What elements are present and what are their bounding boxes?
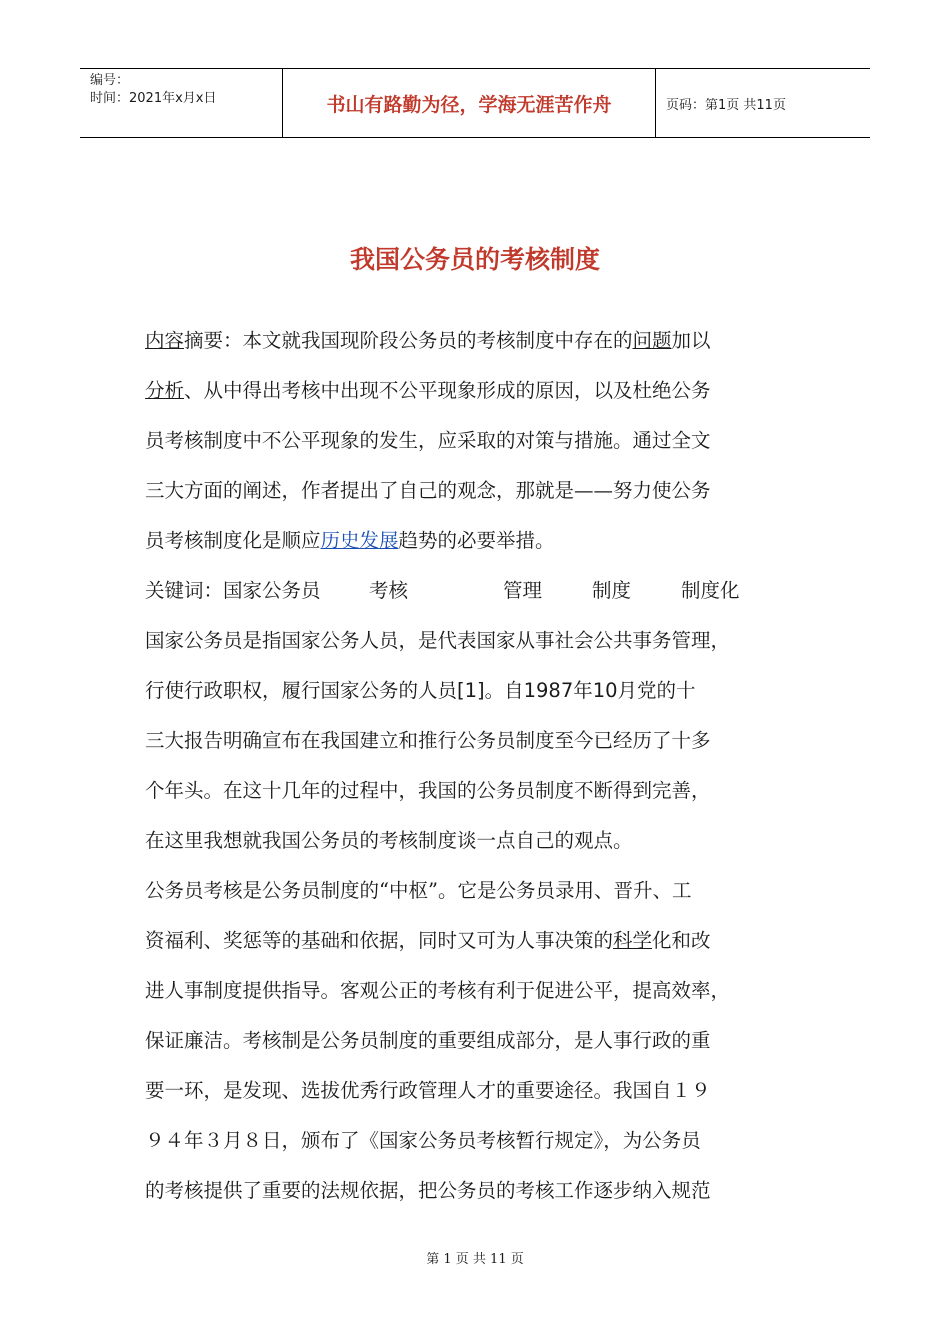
paragraph-line: 的考核提供了重要的法规依据，把公务员的考核工作逐步纳入规范 <box>145 1179 711 1202</box>
paragraph-line: 要一环，是发现、选拔优秀行政管理人才的重要途径。我国自１９ <box>145 1079 711 1102</box>
paragraph-text: 化和改 <box>652 929 711 952</box>
underlined-term: 问题 <box>632 329 672 352</box>
keyword: 管理 <box>503 579 543 602</box>
underlined-term: 分析 <box>145 379 185 402</box>
abstract-line <box>145 516 825 566</box>
paragraph-text: 资福利、奖惩等的基础和依据，同时又可为人事决策的 <box>145 929 614 952</box>
header-motto: 书山有路勤为径，学海无涯苦作舟 <box>282 69 656 137</box>
paragraph-line: ９４年３月８日，颁布了《国家公务员考核暂行规定》，为公务员 <box>145 1129 701 1152</box>
keyword: 制度 <box>592 579 632 602</box>
history-link[interactable]: 历史发展 <box>320 529 399 552</box>
number-label: 编号： <box>90 73 130 88</box>
abstract-text: 趋势的必要举措。 <box>398 529 555 552</box>
keyword: 考核 <box>369 579 409 602</box>
document-header <box>80 68 870 138</box>
keyword: 国家公务员 <box>223 579 321 602</box>
header-meta <box>80 69 282 137</box>
paragraph-line: 国家公务员是指国家公务人员，是代表国家从事社会公共事务管理， <box>145 629 731 652</box>
abstract-line: 三大方面的阐述，作者提出了自己的观念，那就是——努力使公务 <box>145 479 711 502</box>
underlined-term: 内容 <box>145 329 185 352</box>
keywords-line <box>145 566 825 616</box>
header-page-info: 页码：第1页 共11页 <box>666 97 786 113</box>
keywords-label: 关键词： <box>145 579 224 602</box>
abstract-text: 摘要：本文就我国现阶段公务员的考核制度中存在的 <box>184 329 633 352</box>
abstract-line <box>145 366 825 416</box>
document-title: 我国公务员的考核制度 <box>349 245 600 274</box>
paragraph-line: 行使行政职权，履行国家公务的人员[1]。自1987年10月党的十 <box>145 679 696 702</box>
underlined-term: 科学 <box>613 929 653 952</box>
paragraph-line <box>145 916 825 966</box>
paragraph-line: 公务员考核是公务员制度的“中枢”。它是公务员录用、晋升、工 <box>145 879 692 902</box>
abstract-text: 员考核制度化是顺应 <box>145 529 321 552</box>
paragraph-line: 个年头。在这十几年的过程中，我国的公务员制度不断得到完善， <box>145 779 711 802</box>
abstract-line: 员考核制度中不公平现象的发生，应采取的对策与措施。通过全文 <box>145 429 711 452</box>
abstract-text: 、从中得出考核中出现不公平现象形成的原因，以及杜绝公务 <box>184 379 711 402</box>
abstract-line <box>145 316 825 366</box>
document-body <box>145 316 825 1216</box>
paragraph-line: 进人事制度提供指导。客观公正的考核有利于促进公平，提高效率， <box>145 979 731 1002</box>
time-label: 时间：2021年x月x日 <box>90 91 217 106</box>
abstract-text: 加以 <box>671 329 711 352</box>
keyword: 制度化 <box>681 579 740 602</box>
paragraph-line: 在这里我想就我国公务员的考核制度谈一点自己的观点。 <box>145 829 633 852</box>
paragraph-line: 保证廉洁。考核制是公务员制度的重要组成部分，是人事行政的重 <box>145 1029 711 1052</box>
page-footer: 第 1 页 共 11 页 <box>426 1252 524 1267</box>
paragraph-line: 三大报告明确宣布在我国建立和推行公务员制度至今已经历了十多 <box>145 729 711 752</box>
